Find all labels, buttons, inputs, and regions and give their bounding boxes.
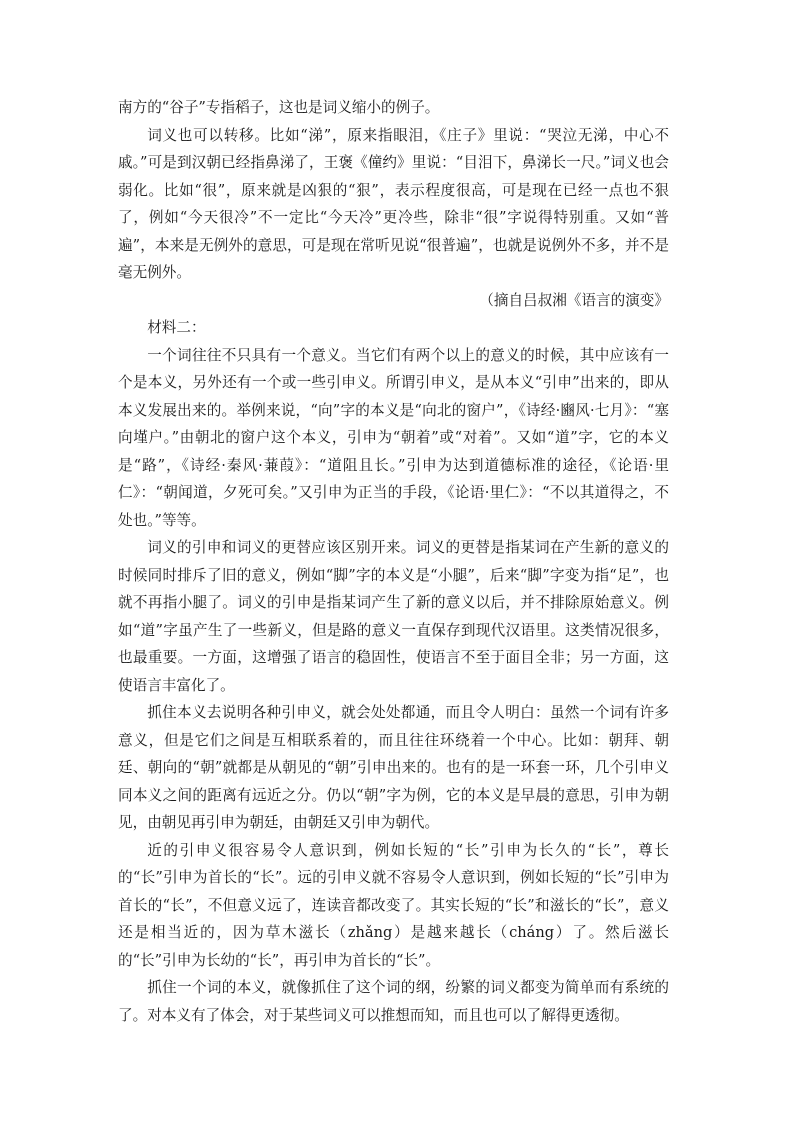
paragraph-continuation: 南方的“谷子”专指稻子，这也是词义缩小的例子。 <box>118 99 440 116</box>
paragraph-extension-vs-replacement: 词义的引申和词义的更替应该区别开来。词义的更替是指某词在产生新的意义的时候同时排斥了旧的意义，例如“脚”字的本义是“小腿”，后来“脚”字变为指“足”，也就不再指小腿了。词义的引申是指某词产生了新的意义以后，并不排除原始意义。例如“道”字虽产生了一些新义，但是路的意义一直保存到现代汉语里。这类情况很多，也最重要。一方面，这增强了语言的稳固性，使语言不至于面目全非；另一方面，这使语言丰富化了。 <box>118 539 669 694</box>
material-two-heading: 材料二： <box>147 319 206 336</box>
paragraph-near-far-extension: 近的引申义很容易令人意识到，例如长短的“长”引申为长久的“长”，尊长的“长”引申为首长的“长”。远的引申义就不容易令人意识到，例如长短的“长”引申为首长的“长”，不但意义远了，连读音都改变了。其实长短的“长”和滋长的“长”，意义还是相当近的，因为草木滋长（zhǎng）是越来越长（cháng）了。然后滋长的“长”引申为长幼的“长”，再引申为首长的“长”。 <box>118 841 669 969</box>
paragraph-word-shift: 词义也可以转移。比如“涕”，原来指眼泪，《庄子》里说：“哭泣无涕，中心不戚。”可是到汉朝已经指鼻涕了，王褒《僮约》里说：“目泪下，鼻涕长一尺。”词义也会弱化。比如“很”，原来就是凶狠的“狠”，表示程度很高，可是现在已经一点也不狠了，例如“今天很冷”不一定比“今天冷”更冷些，除非“很”字说得特别重。又如“普遍”，本来是无例外的意思，可是现在常听见说“很普遍”，也就是说例外不多，并不是毫无例外。 <box>118 126 669 281</box>
source-citation: （摘自吕叔湘《语言的演变》 <box>479 291 669 309</box>
paragraph-extended-meaning: 一个词往往不只具有一个意义。当它们有两个以上的意义的时候，其中应该有一个是本义，另外还有一个或一些引申义。所谓引申义，是从本义“引申”出来的，即从本义发展出来的。举例来说，“向”字的本义是“向北的窗户”，《诗经·豳风·七月》：“塞向墐户。”由朝北的窗户这个本义，引申为“朝着”或“对着”。又如“道”字，它的本义是“路”，《诗经·秦风·蒹葭》：“道阻且长。”引申为达到道德标准的途径，《论语·里仁》：“朝闻道，夕死可矣。”又引申为正当的手段，《论语·里仁》：“不以其道得之，不处也。”等等。 <box>118 346 669 529</box>
paragraph-original-meaning: 抓住本义去说明各种引申义，就会处处都通，而且令人明白：虽然一个词有许多意义，但是它们之间是互相联系着的，而且往往环绕着一个中心。比如：朝拜、朝廷、朝向的“朝”就都是从朝见的“朝”引申出来的。也有的是一环套一环，几个引申义同本义之间的距离有远近之分。仍以“朝”字为例，它的本义是早晨的意思，引申为朝见，由朝见再引申为朝廷，由朝廷又引申为朝代。 <box>118 704 669 831</box>
paragraph-conclusion: 抓住一个词的本义，就像抓住了这个词的纲，纷繁的词义都变为简单而有系统的了。对本义有了体会，对于某些词义可以推想而知，而且也可以了解得更透彻。 <box>118 979 669 1024</box>
